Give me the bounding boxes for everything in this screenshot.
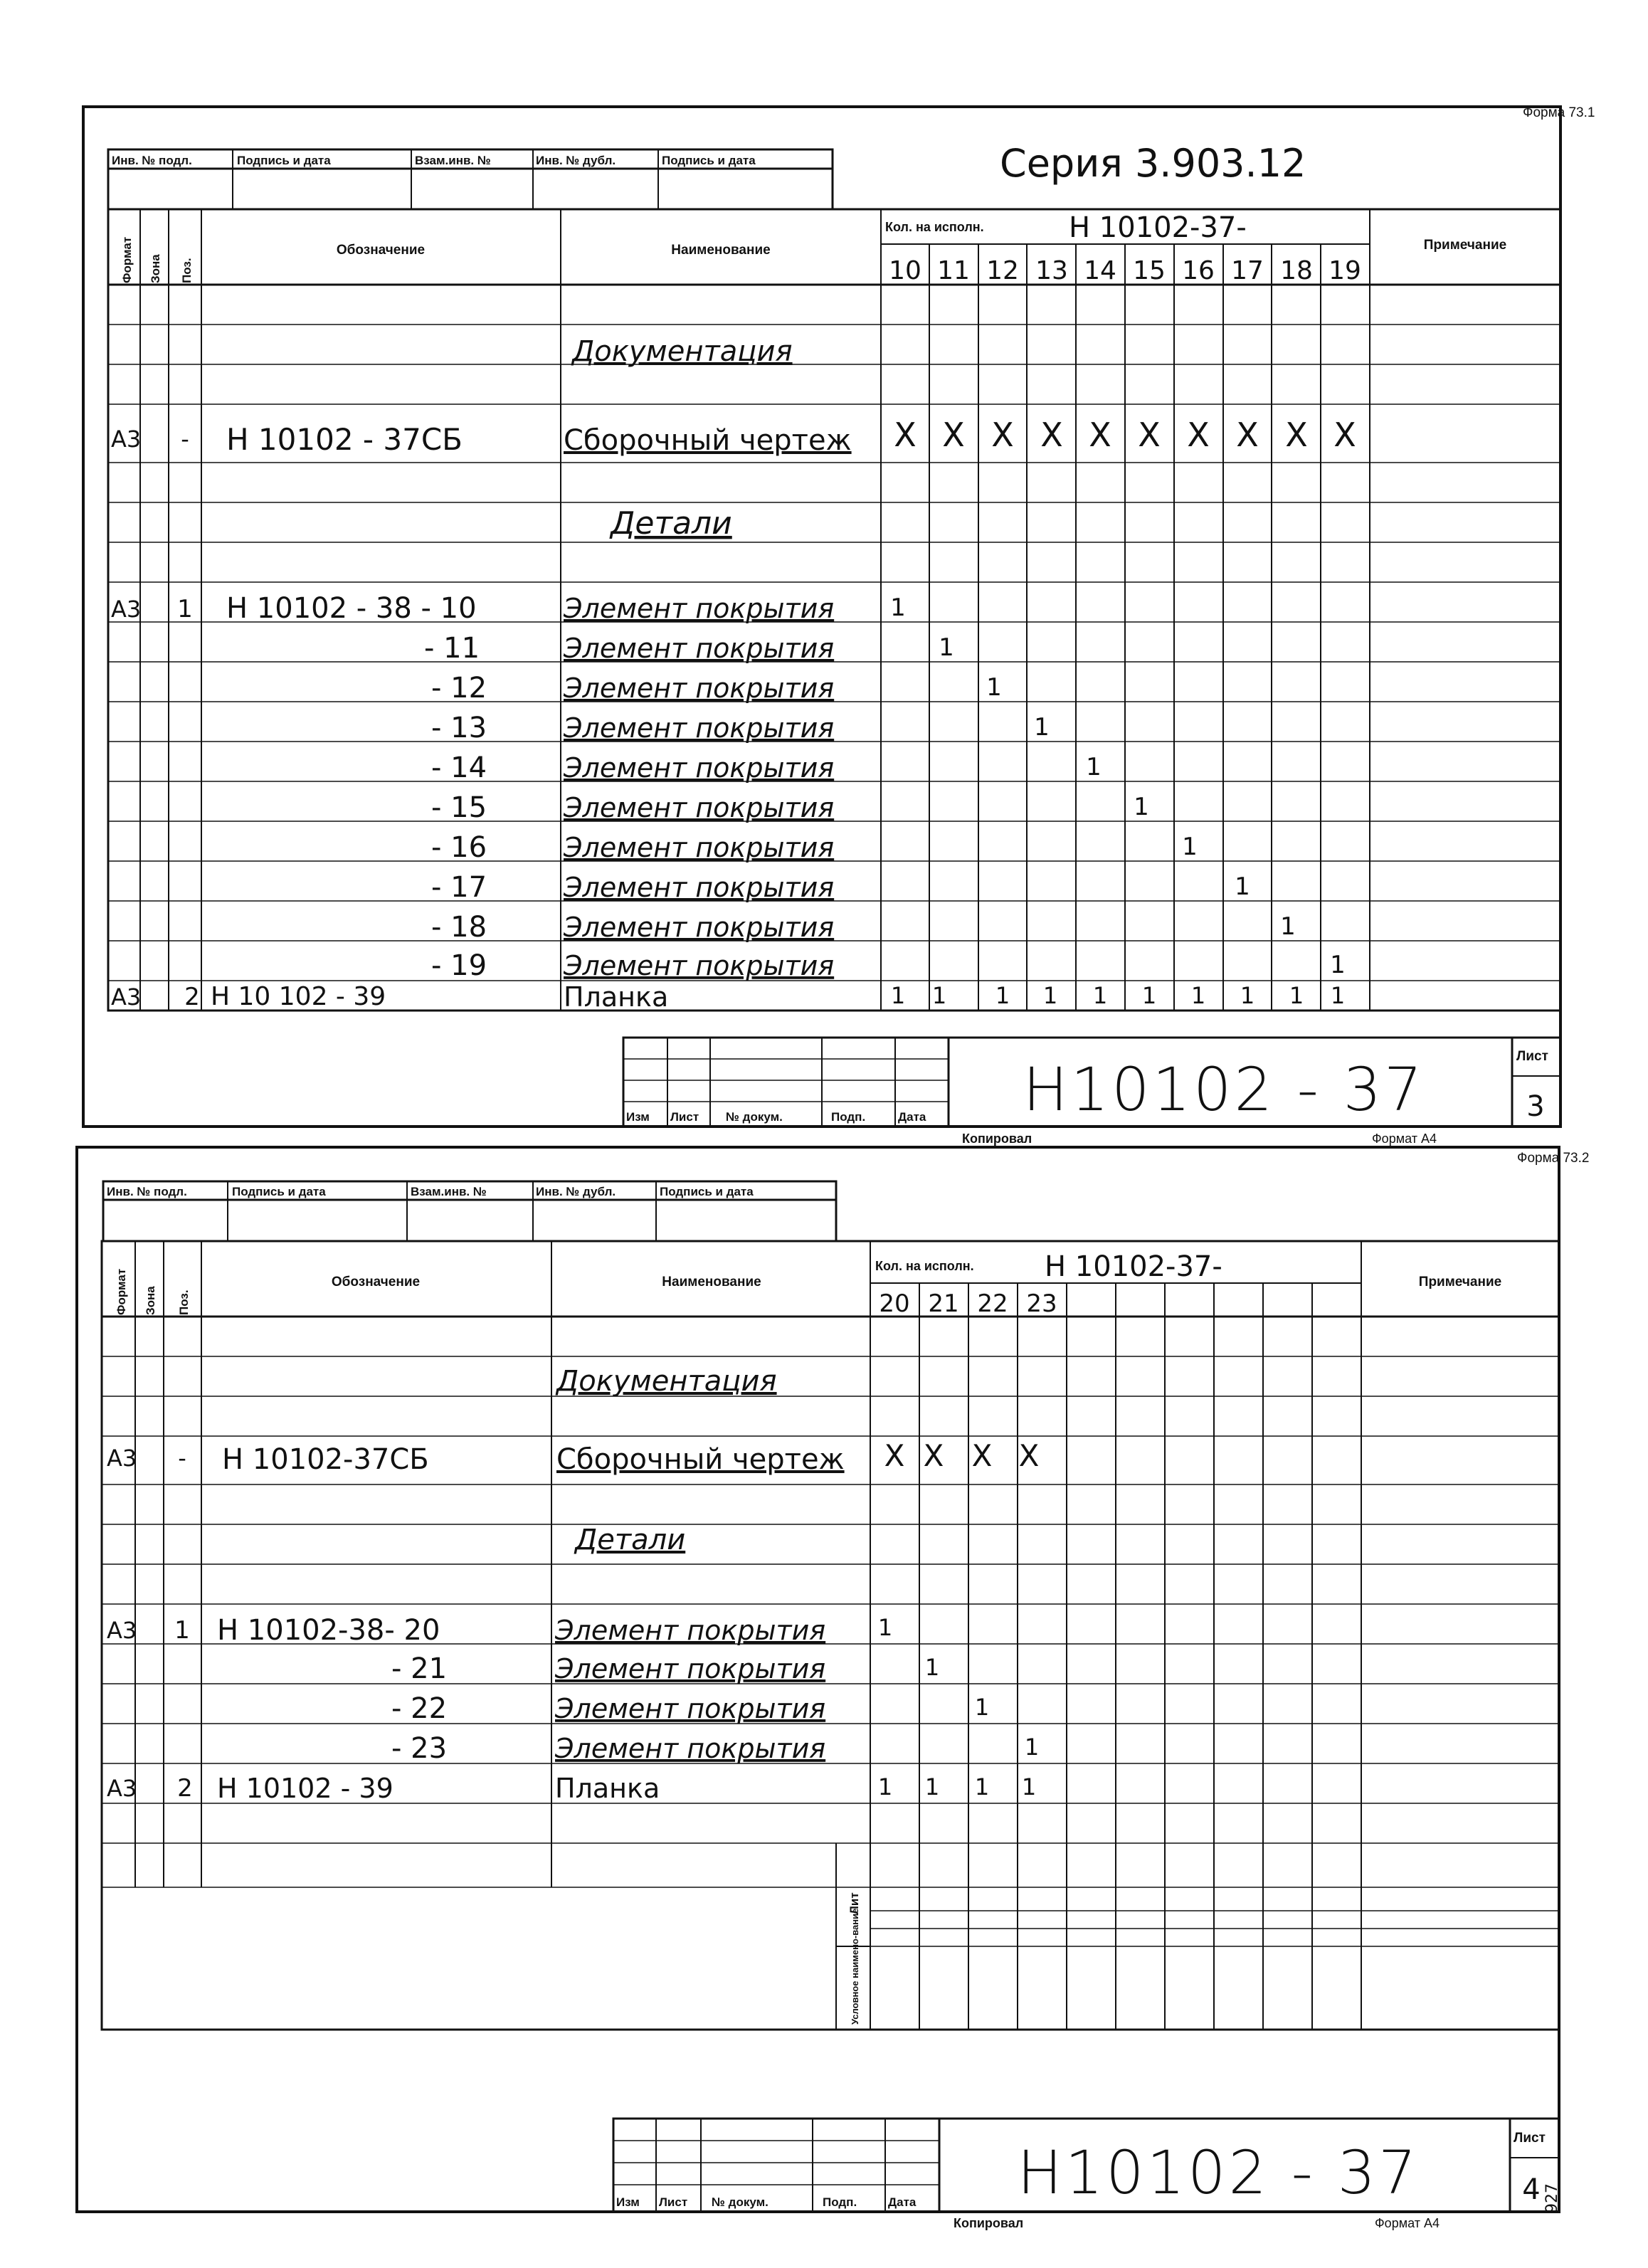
table-row bbox=[107, 1773, 1036, 1804]
side-note: 927 bbox=[1543, 2183, 1561, 2213]
lit-label: Лит bbox=[847, 1892, 861, 1914]
row-naim: Элемент покрытия bbox=[555, 1733, 826, 1764]
qty-mark: 1 bbox=[1330, 982, 1346, 1009]
qty-mark: 1 bbox=[1182, 833, 1198, 861]
row-naim: Элемент покрытия bbox=[555, 1693, 826, 1724]
usl-label: Условное наимено-вание bbox=[850, 1908, 860, 2025]
row-oboz: Н 10102-37СБ bbox=[222, 1443, 429, 1476]
col-poz-header: Поз. bbox=[180, 258, 194, 283]
col-format-header: Формат bbox=[115, 1268, 128, 1315]
col-format-header: Формат bbox=[120, 236, 134, 283]
table-row bbox=[107, 1438, 1039, 1476]
tb-izm: Изм bbox=[616, 2195, 640, 2209]
kol-code: Н 10102-37- bbox=[1069, 211, 1247, 244]
qty-mark: 1 bbox=[890, 982, 906, 1009]
table-row bbox=[431, 672, 1002, 705]
row-marks bbox=[891, 982, 1345, 1009]
col-naim-header: Наименование bbox=[671, 243, 771, 258]
stamp-inv-podl: Инв. № подл. bbox=[112, 154, 192, 167]
qty-mark: X bbox=[971, 1438, 993, 1473]
tb-sheet-number: 3 bbox=[1526, 1090, 1545, 1123]
qty-mark: 1 bbox=[986, 673, 1002, 702]
qty-mark: 1 bbox=[1235, 872, 1250, 901]
qty-mark: 1 bbox=[890, 594, 906, 622]
row-naim: Элемент покрытия bbox=[564, 950, 835, 981]
row-oboz: - 22 bbox=[391, 1692, 448, 1725]
col-oboz-header: Обозначение bbox=[331, 1275, 421, 1289]
qty-mark: 1 bbox=[1141, 982, 1157, 1009]
tb-sheet-label: Лист bbox=[1516, 1049, 1548, 1064]
title-block-2 bbox=[613, 2119, 1559, 2212]
row-naim: Элемент покрытия bbox=[564, 872, 835, 903]
col-zona-header: Зона bbox=[149, 254, 162, 283]
qty-mark: X bbox=[942, 416, 965, 454]
sheet-2 bbox=[77, 1147, 1589, 2230]
forma-label: Форма 73.2 bbox=[1517, 1151, 1590, 1166]
row-naim: Элемент покрытия bbox=[564, 633, 835, 664]
qty-mark: 1 bbox=[1134, 793, 1149, 821]
variant-header: 12 bbox=[986, 256, 1019, 285]
qty-mark: X bbox=[991, 416, 1014, 454]
tb-list: Лист bbox=[659, 2195, 688, 2209]
row-naim: Элемент покрытия bbox=[555, 1653, 826, 1684]
table-row bbox=[431, 949, 1346, 982]
stamp-table bbox=[108, 149, 833, 209]
qty-mark: 1 bbox=[1086, 753, 1102, 781]
series-title: Серия 3.903.12 bbox=[1000, 141, 1306, 186]
qty-mark: X bbox=[884, 1438, 905, 1473]
table-row bbox=[424, 632, 954, 665]
row-naim: Планка bbox=[555, 1773, 660, 1804]
qty-mark: 1 bbox=[995, 982, 1010, 1009]
stamp-podpis: Подпись и дата bbox=[232, 1185, 326, 1198]
tb-designation: Н10102 - 37 bbox=[1017, 2138, 1420, 2208]
tb-list: Лист bbox=[670, 1110, 699, 1124]
row-marks bbox=[878, 1773, 1036, 1800]
table-row bbox=[391, 1692, 989, 1725]
row-oboz: Н 10102-38- 20 bbox=[217, 1614, 440, 1647]
row-naim: Планка bbox=[564, 981, 669, 1013]
qty-mark: 1 bbox=[931, 982, 947, 1009]
row-poz: 2 bbox=[177, 1774, 193, 1803]
row-marks bbox=[884, 1438, 1040, 1473]
section-details: Детали bbox=[575, 1524, 686, 1556]
table-row bbox=[111, 416, 1356, 457]
kol-code: Н 10102-37- bbox=[1045, 1250, 1222, 1283]
stamp-vzam: Взам.инв. № bbox=[411, 1185, 487, 1198]
variant-header: 19 bbox=[1329, 256, 1361, 285]
stamp-podpis-2: Подпись и дата bbox=[660, 1185, 754, 1198]
row-oboz: - 17 bbox=[431, 871, 487, 904]
row-format: А3 bbox=[107, 1445, 137, 1472]
variant-header: 11 bbox=[937, 256, 970, 285]
table-row bbox=[431, 791, 1149, 824]
row-oboz: - 11 bbox=[424, 632, 480, 665]
kol-label: Кол. на исполн. bbox=[875, 1259, 974, 1273]
stamp-inv-dubl: Инв. № дубл. bbox=[536, 1185, 616, 1198]
row-oboz: - 19 bbox=[431, 949, 487, 982]
row-poz: 1 bbox=[177, 595, 193, 623]
format-label: Формат А4 bbox=[1375, 2216, 1440, 2230]
row-oboz: Н 10102 - 39 bbox=[217, 1773, 393, 1804]
variant-header: 13 bbox=[1035, 256, 1068, 285]
tb-podp: Подп. bbox=[831, 1110, 866, 1124]
qty-mark: X bbox=[1236, 416, 1259, 454]
row-naim: Элемент покрытия bbox=[564, 792, 835, 823]
variant-header: 17 bbox=[1231, 256, 1264, 285]
copied-label: Копировал bbox=[962, 1132, 1032, 1146]
variant-column-lines bbox=[919, 1283, 1312, 2030]
row-poz: - bbox=[178, 1445, 186, 1472]
row-format: А3 bbox=[107, 1775, 137, 1802]
kol-label: Кол. на исполн. bbox=[885, 220, 984, 234]
tb-nom-dok: № докум. bbox=[726, 1110, 783, 1124]
stamp-inv-podl: Инв. № подл. bbox=[107, 1185, 187, 1198]
qty-mark: X bbox=[1089, 416, 1111, 454]
format-label: Формат А4 bbox=[1372, 1132, 1437, 1146]
stamp-podpis: Подпись и дата bbox=[237, 154, 331, 167]
row-oboz: Н 10102 - 37СБ bbox=[226, 422, 463, 457]
row-naim: Элемент покрытия bbox=[564, 912, 835, 943]
row-naim: Элемент покрытия bbox=[564, 673, 835, 704]
table-row bbox=[111, 592, 906, 625]
col-naim-header: Наименование bbox=[662, 1275, 761, 1289]
row-format: А3 bbox=[111, 426, 142, 453]
table-row bbox=[431, 712, 1050, 744]
variant-header: 16 bbox=[1182, 256, 1215, 285]
table-row bbox=[111, 981, 1345, 1013]
row-oboz: Н 10 102 - 39 bbox=[211, 982, 386, 1011]
stamp-inv-dubl: Инв. № дубл. bbox=[536, 154, 616, 167]
qty-mark: 1 bbox=[974, 1694, 990, 1721]
table-row bbox=[431, 871, 1250, 904]
copied-label: Копировал bbox=[954, 2216, 1024, 2230]
stamp-podpis-2: Подпись и дата bbox=[662, 154, 756, 167]
tb-data: Дата bbox=[888, 2195, 917, 2209]
row-naim: Сборочный чертеж bbox=[564, 424, 852, 457]
variant-header: 10 bbox=[889, 256, 921, 285]
spec-table-2 bbox=[102, 1241, 1559, 2030]
table-row bbox=[431, 831, 1198, 864]
row-naim: Элемент покрытия bbox=[564, 752, 835, 784]
qty-mark: 1 bbox=[1092, 982, 1108, 1009]
tb-sheet-number: 4 bbox=[1522, 2173, 1541, 2206]
table-row bbox=[391, 1732, 1039, 1765]
variant-header: 23 bbox=[1026, 1289, 1057, 1318]
row-format: А3 bbox=[107, 1617, 137, 1644]
row-oboz: - 12 bbox=[431, 672, 487, 705]
qty-mark: 1 bbox=[1021, 1773, 1037, 1800]
title-block-1 bbox=[623, 1038, 1560, 1127]
tb-data: Дата bbox=[898, 1110, 926, 1124]
variant-header: 22 bbox=[977, 1289, 1008, 1318]
row-naim: Элемент покрытия bbox=[555, 1615, 826, 1646]
col-prim-header: Примечание bbox=[1418, 1275, 1502, 1289]
qty-mark: 1 bbox=[974, 1773, 990, 1800]
qty-mark: 1 bbox=[1289, 982, 1304, 1009]
variant-header: 21 bbox=[928, 1289, 959, 1318]
qty-mark: 1 bbox=[939, 633, 954, 662]
stamp-table bbox=[103, 1181, 836, 1241]
tb-izm: Изм bbox=[626, 1110, 650, 1124]
qty-mark: 1 bbox=[877, 1614, 893, 1641]
row-poz: 2 bbox=[184, 983, 200, 1011]
spec-table-1 bbox=[108, 209, 1560, 1013]
row-oboz: - 21 bbox=[391, 1652, 448, 1685]
variant-header: 20 bbox=[879, 1289, 910, 1318]
row-naim: Элемент покрытия bbox=[564, 832, 835, 863]
qty-mark: 1 bbox=[1240, 982, 1255, 1009]
qty-mark: 1 bbox=[1024, 1734, 1040, 1761]
qty-mark: X bbox=[894, 416, 917, 454]
qty-mark: X bbox=[1138, 416, 1161, 454]
variant-header: 15 bbox=[1133, 256, 1166, 285]
row-oboz: - 14 bbox=[431, 751, 487, 784]
qty-mark: X bbox=[1285, 416, 1308, 454]
row-oboz: - 13 bbox=[431, 712, 487, 744]
qty-mark: X bbox=[923, 1438, 944, 1473]
col-oboz-header: Обозначение bbox=[336, 243, 426, 258]
row-format: А3 bbox=[111, 983, 142, 1011]
qty-mark: 1 bbox=[1042, 982, 1058, 1009]
stamp-vzam: Взам.инв. № bbox=[415, 154, 491, 167]
row-poz: - bbox=[181, 426, 189, 453]
col-poz-header: Поз. bbox=[177, 1289, 191, 1315]
col-zona-header: Зона bbox=[144, 1286, 157, 1315]
qty-mark: X bbox=[1040, 416, 1063, 454]
qty-mark: 1 bbox=[924, 1773, 940, 1800]
tb-nom-dok: № докум. bbox=[712, 2195, 768, 2209]
qty-mark: 1 bbox=[1190, 982, 1206, 1009]
row-naim: Элемент покрытия bbox=[564, 593, 835, 624]
tb-designation: Н10102 - 37 bbox=[1023, 1055, 1425, 1124]
row-naim: Сборочный чертеж bbox=[556, 1443, 845, 1476]
section-details: Детали bbox=[611, 505, 732, 542]
row-naim: Элемент покрытия bbox=[564, 712, 835, 744]
table-row bbox=[391, 1652, 939, 1685]
qty-mark: X bbox=[1187, 416, 1210, 454]
row-oboz: - 23 bbox=[391, 1732, 448, 1765]
qty-mark: X bbox=[1018, 1438, 1040, 1473]
row-oboz: - 15 bbox=[431, 791, 487, 824]
table-row bbox=[431, 751, 1102, 784]
row-oboz: - 16 bbox=[431, 831, 487, 864]
variant-header: 14 bbox=[1084, 256, 1116, 285]
col-prim-header: Примечание bbox=[1423, 238, 1507, 253]
table-row bbox=[107, 1614, 892, 1647]
qty-mark: 1 bbox=[1280, 912, 1296, 941]
qty-mark: 1 bbox=[924, 1654, 940, 1681]
forma-label: Форма 73.1 bbox=[1523, 105, 1595, 120]
row-poz: 1 bbox=[174, 1616, 190, 1645]
tb-sheet-label: Лист bbox=[1514, 2131, 1546, 2146]
variant-column-lines bbox=[929, 244, 1321, 1011]
qty-mark: 1 bbox=[877, 1773, 893, 1800]
qty-mark: X bbox=[1333, 416, 1356, 454]
qty-mark: 1 bbox=[1034, 713, 1050, 742]
sheet-1 bbox=[83, 105, 1595, 1146]
variant-header: 18 bbox=[1280, 256, 1313, 285]
row-oboz: - 18 bbox=[431, 911, 487, 944]
tb-podp: Подп. bbox=[823, 2195, 857, 2209]
qty-mark: 1 bbox=[1330, 951, 1346, 979]
section-documentation: Документация bbox=[572, 335, 793, 368]
section-documentation: Документация bbox=[556, 1365, 777, 1398]
row-format: А3 bbox=[111, 596, 142, 623]
row-oboz: Н 10102 - 38 - 10 bbox=[226, 592, 477, 625]
